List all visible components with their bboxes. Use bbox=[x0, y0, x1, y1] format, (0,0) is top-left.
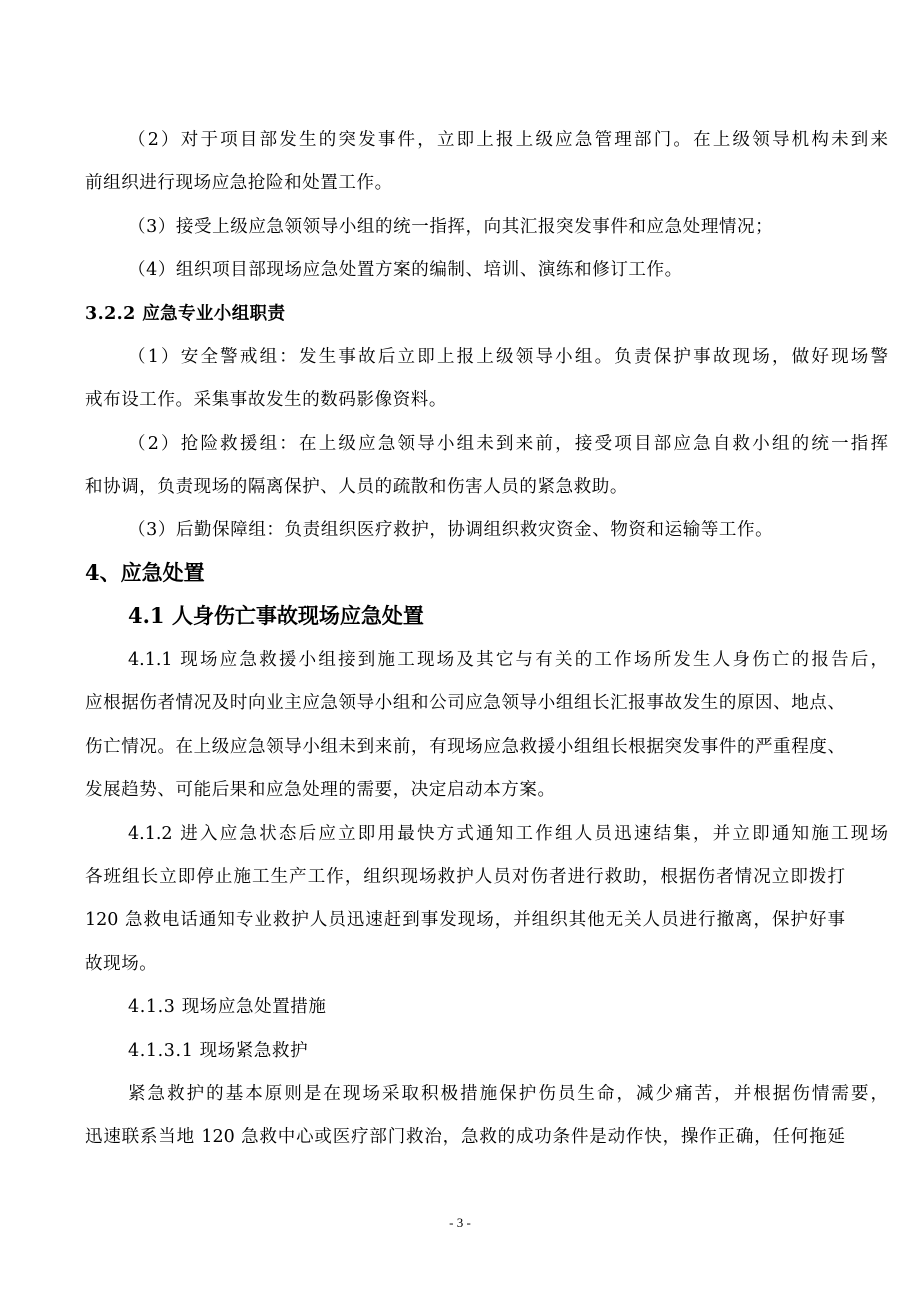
paragraph-line: （3）后勤保障组：负责组织医疗救护，协调组织救灾资金、物资和运输等工作。 bbox=[128, 520, 774, 540]
section-title: 4.1 人身伤亡事故现场应急处置 bbox=[128, 603, 424, 628]
paragraph-line: 迅速联系当地 120 急救中心或医疗部门救治，急救的成功条件是动作快，操作正确，任何拖延 bbox=[85, 1127, 845, 1147]
paragraph-line: （4）组织项目部现场应急处置方案的编制、培训、演练和修订工作。 bbox=[128, 260, 683, 280]
paragraph-line: （2）抢险救援组：在上级应急领导小组未到来前，接受项目部应急自救小组的统一指挥 bbox=[128, 434, 888, 454]
subsection-heading: 4.1.3.1 现场紧急救护 bbox=[128, 1041, 309, 1061]
paragraph-line: 发展趋势、可能后果和应急处理的需要，决定启动本方案。 bbox=[85, 780, 556, 800]
paragraph-line: 4.1.2 进入应急状态后应立即用最快方式通知工作组人员迅速结集，并立即通知施工现场 bbox=[128, 824, 888, 844]
paragraph-line: （1）安全警戒组：发生事故后立即上报上级领导小组。负责保护事故现场，做好现场警 bbox=[128, 347, 888, 367]
paragraph-line: 故现场。 bbox=[85, 954, 158, 974]
paragraph-line: 120 急救电话通知专业救护人员迅速赶到事发现场，并组织其他无关人员进行撤离，保护好事 bbox=[85, 910, 845, 930]
paragraph-line: 伤亡情况。在上级应急领导小组未到来前，有现场应急救援小组组长根据突发事件的严重程度、 bbox=[85, 737, 845, 757]
paragraph-line: 前组织进行现场应急抢险和处置工作。 bbox=[85, 173, 393, 193]
page-number: - 3 - bbox=[449, 1215, 471, 1230]
paragraph-line: 各班组长立即停止施工生产工作，组织现场救护人员对伤者进行救助，根据伤者情况立即拨打 bbox=[85, 867, 845, 887]
paragraph-line: 和协调，负责现场的隔离保护、人员的疏散和伤害人员的紧急救助。 bbox=[85, 477, 628, 497]
paragraph-line: （2）对于项目部发生的突发事件，立即上报上级应急管理部门。在上级领导机构未到来 bbox=[128, 130, 888, 150]
chapter-heading: 4、应急处置 bbox=[85, 560, 205, 585]
paragraph-line: （3）接受上级应急领领导小组的统一指挥，向其汇报突发事件和应急处理情况； bbox=[128, 217, 774, 237]
paragraph-line: 应根据伤者情况及时向业主应急领导小组和公司应急领导小组组长汇报事故发生的原因、地点、 bbox=[85, 693, 845, 713]
subsection-heading: 4.1.3 现场应急处置措施 bbox=[128, 997, 327, 1017]
section-heading: 3.2.2 应急专业小组职责 bbox=[85, 304, 286, 324]
paragraph-line: 紧急救护的基本原则是在现场采取积极措施保护伤员生命，减少痛苦，并根据伤情需要， bbox=[128, 1084, 888, 1104]
paragraph-line: 戒布设工作。采集事故发生的数码影像资料。 bbox=[85, 390, 447, 410]
paragraph-line: 4.1.1 现场应急救援小组接到施工现场及其它与有关的工作场所发生人身伤亡的报告后， bbox=[128, 650, 888, 670]
